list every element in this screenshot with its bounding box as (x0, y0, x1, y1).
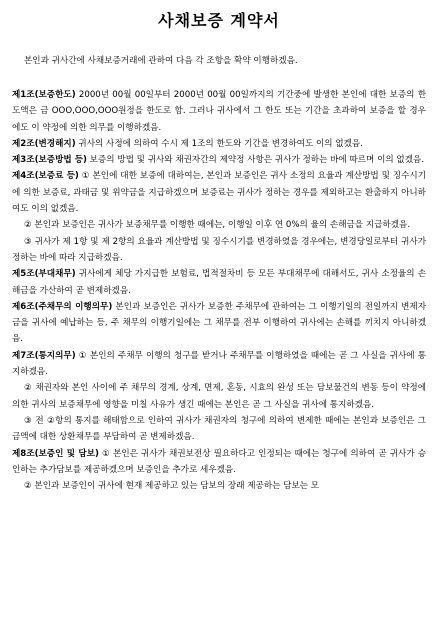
clause-text: ② 본인과 보증인이 귀사에 현재 제공하고 있는 담보의 장래 제공하는 담보는 모 (24, 481, 320, 492)
clause-text: ① 본인의 주채무 이행의 청구를 받거나 주채무를 이행하였을 때에는 곧 그 사실을 귀사에 통지하겠음. (12, 350, 426, 378)
clause-1 (12, 87, 426, 136)
clause-text: 본인과 보증인은 귀사가 보증한 주채무에 관하여는 그 이행기일의 전일까지 변제자금을 귀사에 예납하는 등, 주 채무의 이행기일에는 그 채무를 전부 이행하여 귀사에는 손해를 끼치지 아니하겠음. (12, 301, 426, 345)
clause-7-item-3 (12, 413, 426, 446)
clause-heading: 제3조(보증방법 등) (12, 155, 87, 166)
clause-list (12, 87, 426, 494)
clause-text: 귀사에게 체당 가지급한 보험료, 법적절차비 등 모든 부대채무에 대해서도, 귀사 소정율의 손해금을 가산하여 곧 변제하겠음. (12, 269, 426, 296)
clause-heading: 제1조(보증한도) (12, 90, 76, 100)
clause-8 (12, 446, 426, 479)
clause-4-item-2 (12, 217, 426, 233)
clause-5 (12, 266, 426, 299)
clause-text: ③ 귀사가 제 1항 및 제 2항의 요율과 계산방법 및 징수시기를 변경하였을 경우에는, 변경당일로부터 귀사가 정하는 바에 따라 지급하겠음. (12, 236, 426, 263)
clause-8-item-2 (12, 478, 426, 494)
clause-text: ② 채권자와 본인 사이에 주 채무의 경계, 상계, 면제, 혼동, 시효의 완성 또는 담보물건의 변동 등이 약정에 의한 귀사의 보증채무에 영향을 미칠 사유가 생긴 때에는 본인은 곧 그 사실을 귀사에 통지하겠음. (12, 383, 426, 410)
clause-heading: 제4조(보증료 등) (12, 171, 79, 182)
clause-7-item-2 (12, 380, 426, 413)
clause-2 (12, 136, 426, 152)
clause-7 (12, 348, 426, 381)
intro-text: 본인과 귀사간에 사채보증거래에 관하여 다음 각 조항을 확약 이행하겠음. (24, 56, 298, 66)
clause-heading: 제5조(부대채무) (12, 269, 76, 280)
clause-heading: 제2조(변경해지) (12, 138, 76, 149)
clause-text: ① 본인에 대한 보증에 대하여는, 본인과 보증인은 귀사 소정의 요율과 계산방법 및 징수시기에 의한 보증료, 과태금 및 위약금을 지급하겠으며 보증료는 귀사가 정하는 경우를 제외하고는 환출하지 아니하여도 이의 없겠음. (12, 171, 426, 215)
clause-4 (12, 168, 426, 217)
clause-text: ① 본인은 귀사가 채권보전상 필요하다고 인정되는 때에는 청구에 의하여 곧 귀사가 승인하는 추가담보를 제공하겠으며 보증인을 추가로 세우겠음. (12, 448, 426, 475)
clause-text: 귀사의 사정에 의하여 수시 제 1조의 한도와 기간을 변경하여도 이의 없겠음. (75, 138, 363, 149)
clause-heading: 제8조(보증인 및 담보) (12, 448, 99, 459)
clause-heading: 제7조(통지의무) (12, 350, 76, 361)
document-title: 사채보증 계약서 (158, 11, 280, 30)
clause-text: 2000년 00월 00일부터 2000년 00월 00일까지의 기간중에 발생한 본인에 대한 보증의 한도액은 금 OOO,OOO,OOO원정을 한도로 함. 그러나 귀사에서 그 한도 또는 기간을 초과하여 보증을 할 경우에도 이 약정에 의한 의무를 이행하겠음. (12, 90, 426, 133)
clause-text: ③ 전 ②항의 통지를 해태함으로 인하여 귀사가 채권자의 청구에 의하여 변제한 때에는 본인과 보증인은 그 금액에 대한 상환채무를 부담하여 곧 변제하겠음. (12, 415, 426, 443)
clause-6 (12, 299, 426, 348)
clause-heading: 제6조(주채무의 이행의무) (12, 301, 113, 312)
clause-3 (12, 152, 426, 168)
clause-text: 보증의 방법 및 귀사와 채권자간의 제약정 사항은 귀사가 정하는 바에 따르며 이의 없겠음. (86, 155, 425, 166)
clause-text: ② 본인과 보증인은 귀사가 보증채무를 이행한 때에는, 이행일 이후 연 0%의 율의 손해금을 지급하겠음. (24, 220, 411, 231)
clause-4-item-3 (12, 234, 426, 267)
